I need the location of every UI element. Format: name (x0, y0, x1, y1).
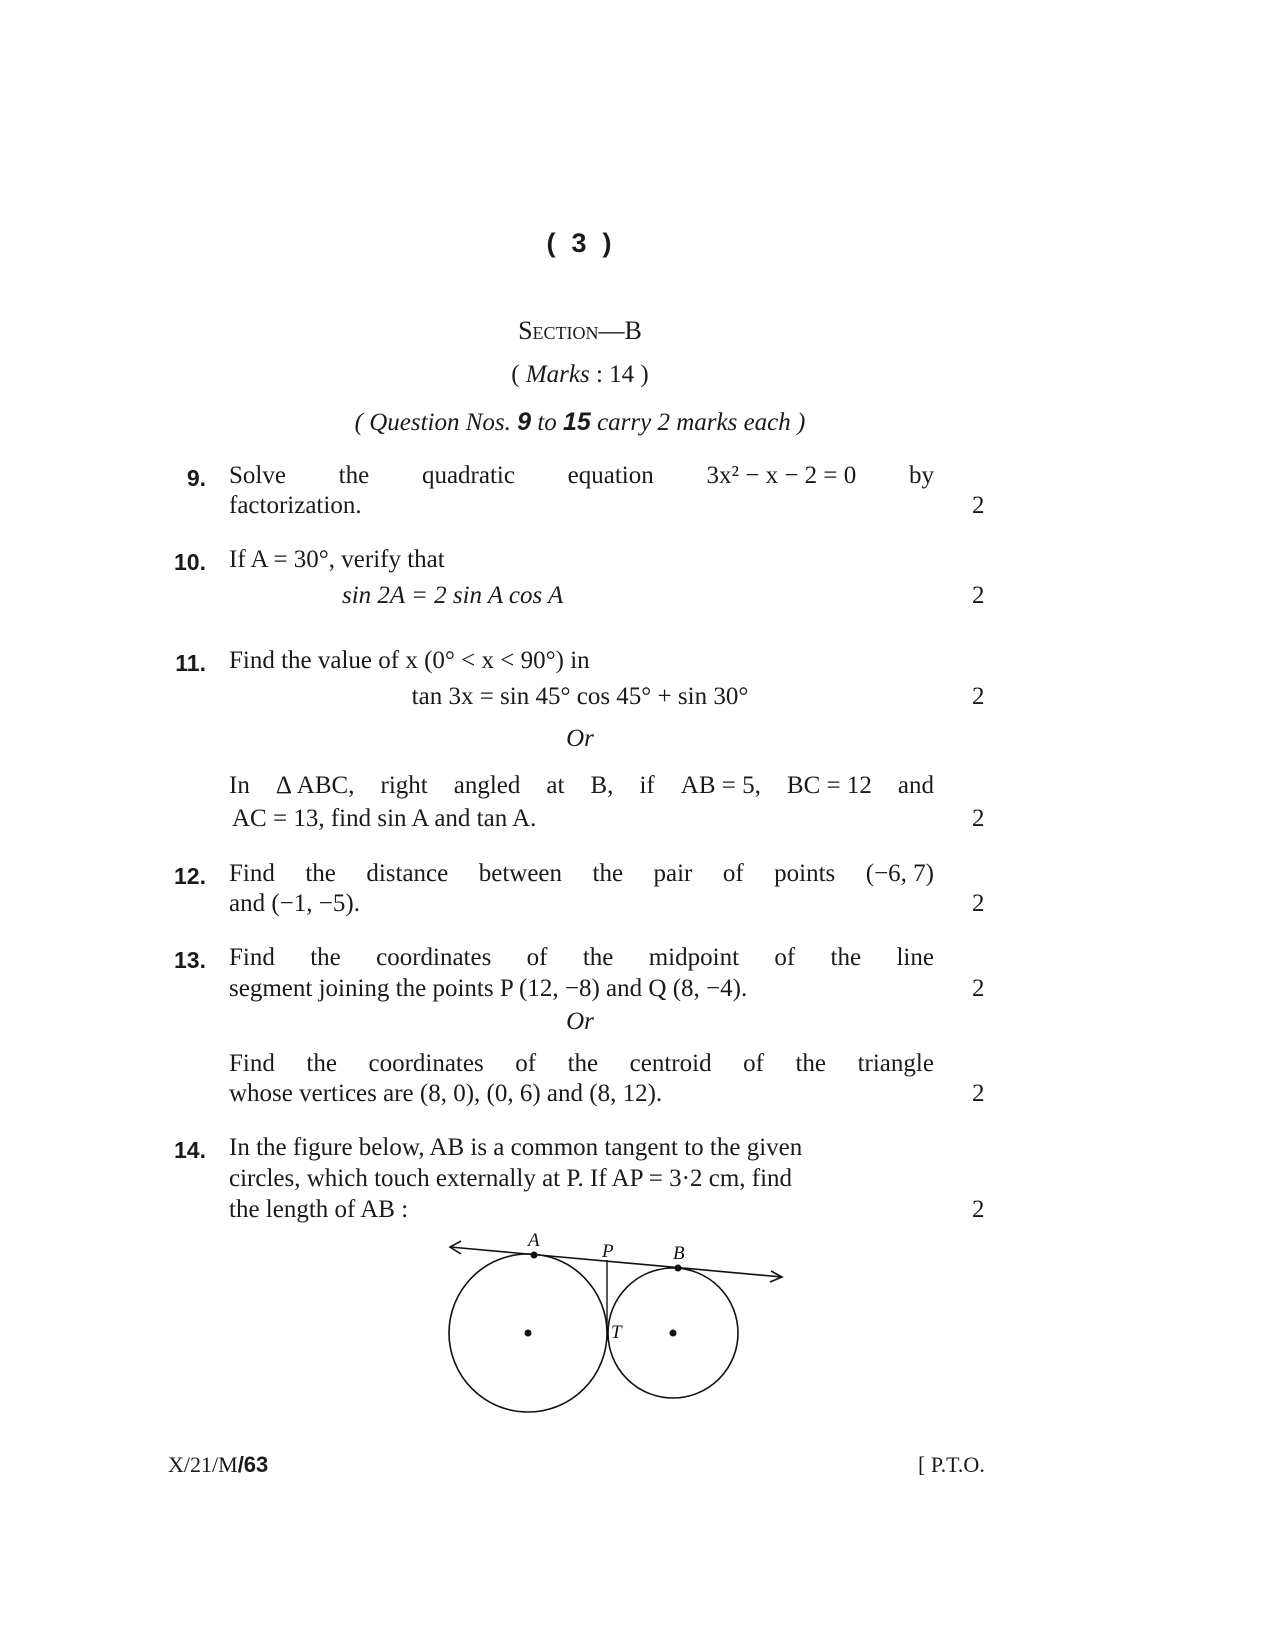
question-9-line2: factorization. (229, 492, 362, 519)
or-separator: Or (566, 1008, 594, 1035)
svg-text:P: P (602, 1241, 614, 1262)
question-14-line2: circles, which touch externally at P. If AP = 3·2 cm, find (229, 1165, 793, 1192)
marks-value: 2 (972, 1196, 985, 1223)
svg-text:B: B (673, 1243, 685, 1264)
question-14-line3: the length of AB : (229, 1196, 409, 1223)
question-14-line1: In the figure below, AB is a common tangent to the given (229, 1134, 803, 1161)
question-11-alt-line2: AC = 13, find sin A and tan A. (232, 805, 537, 832)
pto-label: [ P.T.O. (918, 1452, 985, 1477)
marks-value: 2 (972, 492, 985, 519)
question-13-line2: segment joining the points P (12, −8) and Q (8, −4). (229, 975, 748, 1002)
question-13-line1: Find the coordinates of the midpoint of the line (229, 944, 934, 971)
or-separator: Or (566, 725, 594, 752)
question-number: 11. (175, 650, 206, 676)
question-12-line2: and (−1, −5). (229, 890, 360, 917)
marks-value: 2 (972, 1080, 985, 1107)
marks-value: 2 (972, 582, 985, 609)
marks-value: 2 (972, 975, 985, 1002)
question-11-equation: tan 3x = sin 45° cos 45° + sin 30° (411, 683, 749, 710)
question-12-line1: Find the distance between the pair of points (−6, 7) (229, 860, 934, 887)
marks-value: 2 (972, 890, 985, 917)
page-number: ( 3 ) (546, 228, 614, 258)
question-13-alt-line1: Find the coordinates of the centroid of the triangle (229, 1050, 934, 1077)
question-10-equation: sin 2A = 2 sin A cos A (342, 582, 564, 609)
question-number: 13. (174, 947, 206, 973)
svg-text:A: A (528, 1230, 540, 1251)
marks-value: 2 (972, 683, 985, 710)
question-11-line1: Find the value of x (0° < x < 90°) in (229, 647, 590, 674)
paper-code: X/21/M/63 (168, 1452, 269, 1477)
svg-text:T: T (611, 1322, 622, 1343)
question-number: 12. (174, 863, 206, 889)
section-title: Section—B (518, 316, 642, 345)
tangent-circles-figure (430, 1225, 790, 1425)
question-9-line1: Solve the quadratic equation 3x² − x − 2 = 0 by (229, 462, 934, 489)
question-note: ( Question Nos. 9 to 15 carry 2 marks each ) (354, 408, 806, 436)
question-number: 10. (174, 549, 206, 575)
section-marks: ( Marks : 14 ) (511, 361, 649, 388)
question-number: 14. (174, 1137, 206, 1163)
marks-value: 2 (972, 805, 985, 832)
question-10-line1: If A = 30°, verify that (229, 546, 445, 573)
question-number: 9. (186, 465, 206, 491)
question-13-alt-line2: whose vertices are (8, 0), (0, 6) and (8, 12). (229, 1080, 663, 1107)
question-11-alt-line1: In Δ ABC, right angled at B, if AB = 5, BC = 12 and (229, 772, 934, 799)
